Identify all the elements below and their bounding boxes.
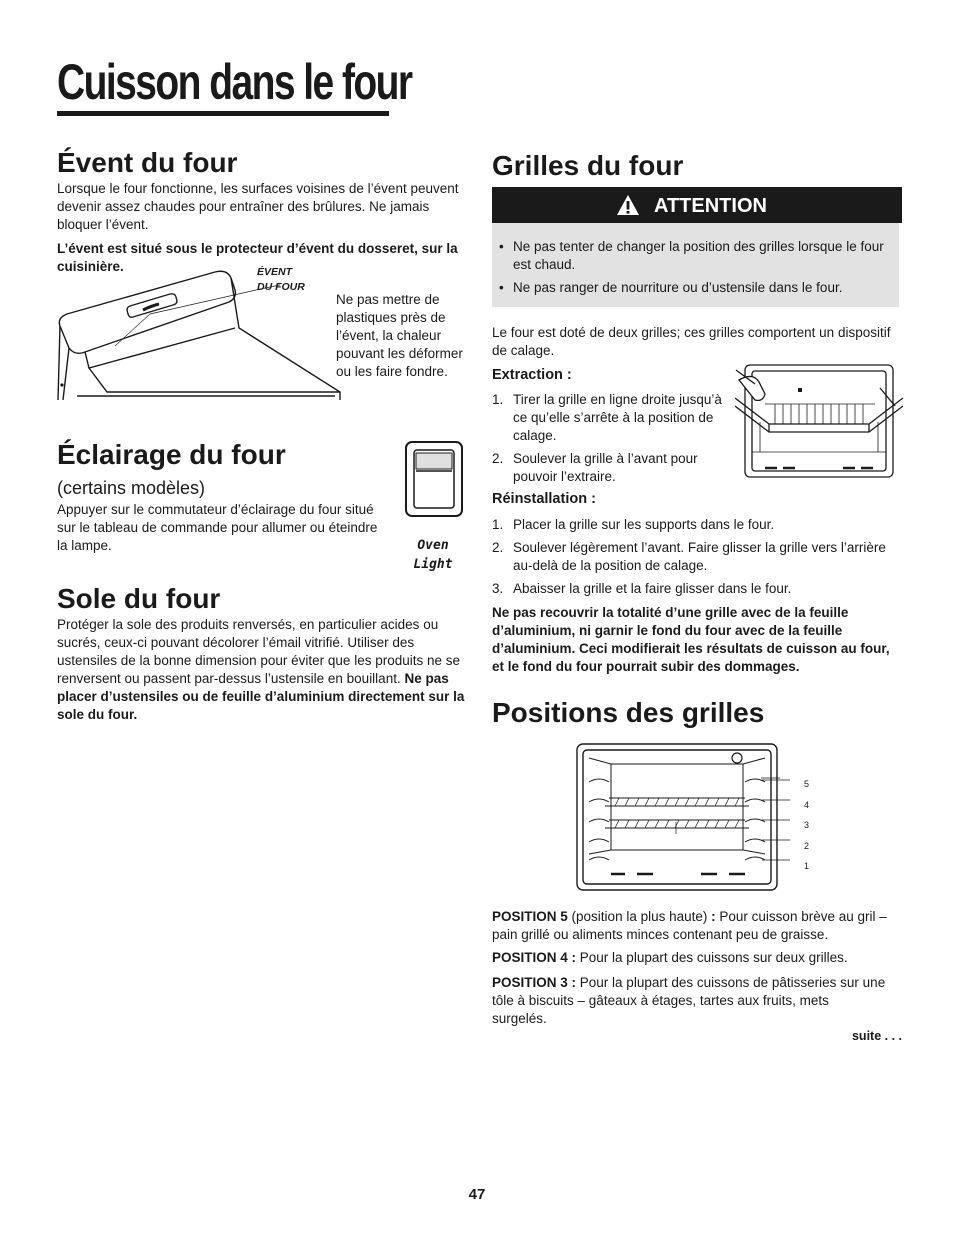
reinstall-step: 3. Abaisser la grille et la faire glisser dans le four.: [492, 581, 792, 596]
attention-item: • Ne pas ranger de nourriture ou d’ustensile dans le four.: [492, 279, 887, 297]
grilles-intro: Le four est doté de deux grilles; ces grilles comportent un dispositif de calage.: [492, 325, 891, 358]
position-4-text: POSITION 4 : Pour la plupart des cuissons sur deux grilles.: [492, 950, 848, 965]
eclairage-subheading: (certains modèles): [57, 478, 206, 498]
oven-light-label: Oven Light: [413, 538, 453, 572]
sole-bold-tail: Ne pas placer d’ustensiles ou de feuille d’aluminium directement sur la sole du four.: [57, 671, 465, 722]
rack-positions-illustration: [575, 742, 780, 892]
reinstall-step: 1. Placer la grille sur les supports dans le four.: [492, 517, 775, 532]
sole-paragraph: Protéger la sole des produits renversés, en particulier acides ou sucrés, ceux-ci pouvant décolorer l’émail vitrifié. Utiliser des ustensiles de la bonne dimension pour éviter que les produits ne se renversent ou passent par-dessus l’ustensile en bouillant. Ne pas placer d’ustensiles ou de feuille d’aluminium directement sur la sole du four.: [57, 617, 465, 722]
vent-side-note: Ne pas mettre de plastiques près de l’évent, la chaleur pouvant les déformer ou les faire fondre.: [336, 292, 463, 379]
heading-grilles: Grilles du four: [492, 150, 684, 181]
heading-eclairage: Éclairage du four: [57, 439, 286, 470]
rack-number: 5: [804, 779, 810, 789]
heading-sole: Sole du four: [57, 583, 221, 614]
extraction-step: 1. Tirer la grille en ligne droite jusqu’à ce qu’elle s’arrête à la position de calage.: [492, 392, 722, 443]
rack-number: 1: [804, 861, 810, 871]
attention-banner: [492, 187, 902, 223]
continued-label: suite . . .: [851, 1029, 902, 1043]
attention-label: ATTENTION: [654, 195, 767, 217]
position-3-text: POSITION 3 : Pour la plupart des cuissons de pâtisseries sur une tôle à biscuits – gâteaux à étages, tartes aux fruits, mets surgelés.: [492, 975, 886, 1026]
position-5-text: POSITION 5 (position la plus haute) : Pour cuisson brève au gril – pain grillé ou aliments minces contenant peu de graisse.: [492, 909, 887, 942]
reinstall-title: Réinstallation :: [492, 491, 596, 507]
extraction-step: 2. Soulever la grille à l’avant pour pouvoir l’extraire.: [492, 451, 698, 484]
page-number: 47: [468, 1186, 486, 1203]
attention-list: [492, 238, 887, 302]
reinstall-step: 2. Soulever légèrement l’avant. Faire glisser la grille vers l’arrière au-delà de la position de calage.: [492, 540, 886, 573]
warning-triangle-icon: [616, 194, 640, 216]
heading-positions: Positions des grilles: [492, 697, 765, 728]
extraction-title: Extraction :: [492, 367, 572, 383]
heading-event: Évent du four: [57, 147, 238, 178]
rack-number: 2: [804, 840, 810, 851]
reinstall-steps: [492, 516, 887, 603]
aluminium-warning: Ne pas recouvrir la totalité d’une grille avec de la feuille d’aluminium, ni garnir le fond du four avec de la feuille d’aluminium. Ceci modifierait les résultats de cuisson au four, et le fond du four pourrait subir des dommages.: [492, 605, 890, 674]
event-bold-paragraph: L’évent est situé sous le protecteur d’évent du dosseret, sur la cuisinière.: [57, 241, 458, 274]
rack-number: 3: [804, 820, 810, 830]
attention-content: [492, 223, 899, 307]
rack-extraction-illustration: [735, 362, 905, 480]
rack-leader-lines: [762, 772, 792, 870]
vent-figure-label: ÉVENT DU FOUR: [257, 266, 305, 293]
extraction-steps: [492, 391, 727, 491]
rack-number: 4: [804, 799, 810, 810]
eclairage-paragraph: Appuyer sur le commutateur d’éclairage du four situé sur le tableau de commande pour allumer ou éteindre la lampe.: [57, 502, 378, 553]
rack-number-list: [804, 774, 809, 877]
vent-illustration: [55, 268, 345, 404]
page-title: Cuisson dans le four: [57, 54, 412, 110]
oven-light-switch-icon: [404, 440, 464, 518]
attention-item: • Ne pas tenter de changer la position des grilles lorsque le four est chaud.: [492, 238, 887, 274]
title-underline: [57, 111, 389, 116]
event-paragraph: Lorsque le four fonctionne, les surfaces voisines de l’évent peuvent devenir assez chaudes pour entraîner des brûlures. Ne jamais bloquer l’évent.: [57, 181, 459, 232]
